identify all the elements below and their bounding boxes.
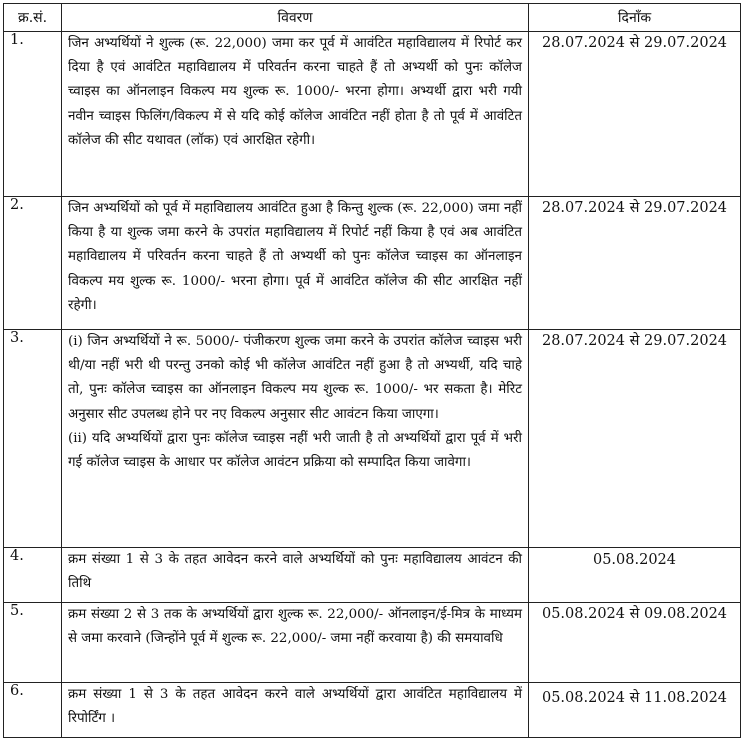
row-serial-number: 4. xyxy=(4,548,62,603)
table-row xyxy=(4,330,741,548)
row-details xyxy=(62,330,529,548)
row-serial-number: 3. xyxy=(4,330,62,548)
table-row xyxy=(4,197,741,330)
header-serial-number: क्र.सं. xyxy=(4,4,62,32)
row-details-paragraph: जिन अभ्यर्थियों को पूर्व में महाविद्यालय आवंटित हुआ है किन्तु शुल्क (रू. 22,000) जमा नहीं किया है या शुल्क जमा करने के उपरांत महाविद्यालय में रिपोर्ट नहीं किया है एवं अब आवंटित महाविद्यालय में परिवर्तन करना चाहते हैं तो अभ्यर्थी को पुनः कॉलेज च्वाइस का ऑनलाइन विकल्प मय शुल्क रू. 1000/- भरना होगा। पूर्व में आवंटित कॉलेज की सीट आरक्षित नहीं रहेगी। xyxy=(68,201,522,313)
row-details xyxy=(62,32,529,197)
row-details-paragraph: जिन अभ्यर्थियों ने शुल्क (रू. 22,000) जमा कर पूर्व में आवंटित महाविद्यालय में रिपोर्ट कर दिया है एवं आवंटित महाविद्यालय में परिवर्तन करना चाहते हैं तो अभ्यर्थी को पुनः कॉलेज च्वाइस का ऑनलाइन विकल्प मय शुल्क रू. 1000/- भरना होगा। अभ्यर्थी द्वारा भरी गयी नवीन च्वाइस फिलिंग/विकल्प में से यदि कोई कॉलेज आवंटित नहीं होता है तो पूर्व में आवंटित कॉलेज की सीट यथावत (लॉक) एवं आरक्षित रहेगी। xyxy=(68,36,522,148)
row-date: 05.08.2024 xyxy=(529,548,741,603)
row-serial-number: 6. xyxy=(4,683,62,738)
row-serial-number: 5. xyxy=(4,603,62,683)
row-details-paragraph: क्रम संख्या 1 से 3 के तहत आवेदन करने वाले अभ्यर्थियों द्वारा आवंटित महाविद्यालय में रिपोर्टिंग । xyxy=(68,687,522,727)
row-details xyxy=(62,603,529,683)
row-date-range: 28.07.2024 से 29.07.2024 xyxy=(529,197,741,330)
row-details-paragraph: (ii) यदि अभ्यर्थियों द्वारा पुनः कॉलेज च्वाइस नहीं भरी जाती है तो अभ्यर्थियों द्वारा पूर्व में भरी गई कॉलेज च्वाइस के आधार पर कॉलेज आवंटन प्रक्रिया को सम्पादित किया जावेगा। xyxy=(68,430,522,471)
table-row xyxy=(4,683,741,738)
row-details xyxy=(62,548,529,603)
header-date: दिनाँक xyxy=(529,4,741,32)
row-details-paragraph: क्रम संख्या 1 से 3 के तहत आवेदन करने वाले अभ्यर्थियों को पुनः महाविद्यालय आवंटन की तिथि xyxy=(68,552,522,592)
row-details-paragraph: क्रम संख्या 2 से 3 तक के अभ्यर्थियों द्वारा शुल्क रू. 22,000/- ऑनलाइन/ई-मित्र के माध्यम से जमा करवाने (जिन्होंने पूर्व में शुल्क रू. 22,000/- जमा नहीं करवाया है) की समयावधि xyxy=(68,607,522,647)
header-details: विवरण xyxy=(62,4,529,32)
row-date-range: 28.07.2024 से 29.07.2024 xyxy=(529,32,741,197)
table-header-row xyxy=(4,4,741,32)
row-details-paragraph: (i) जिन अभ्यर्थियों ने रू. 5000/- पंजीकरण शुल्क जमा करने के उपरांत कॉलेज च्वाइस भरी थी/या नहीं भरी थी परन्तु उनको कोई भी कॉलेज आवंटित नहीं हुआ है तो अभ्यर्थी, यदि चाहे तो, पुनः कॉलेज च्वाइस का ऑनलाइन विकल्प मय शुल्क रू. 1000/- भर सकता है। मेरिट अनुसार सीट उपलब्ध होने पर नए विकल्प अनुसार सीट आवंटन किया जाएगा। xyxy=(68,334,522,422)
row-serial-number: 2. xyxy=(4,197,62,330)
row-serial-number: 1. xyxy=(4,32,62,197)
table-row xyxy=(4,548,741,603)
row-details xyxy=(62,197,529,330)
schedule-table xyxy=(3,3,741,738)
row-date-range: 05.08.2024 से 09.08.2024 xyxy=(529,603,741,683)
table-row xyxy=(4,32,741,197)
row-date-range: 05.08.2024 से 11.08.2024 xyxy=(529,683,741,738)
table-row xyxy=(4,603,741,683)
row-date-range: 28.07.2024 से 29.07.2024 xyxy=(529,330,741,548)
row-details xyxy=(62,683,529,738)
